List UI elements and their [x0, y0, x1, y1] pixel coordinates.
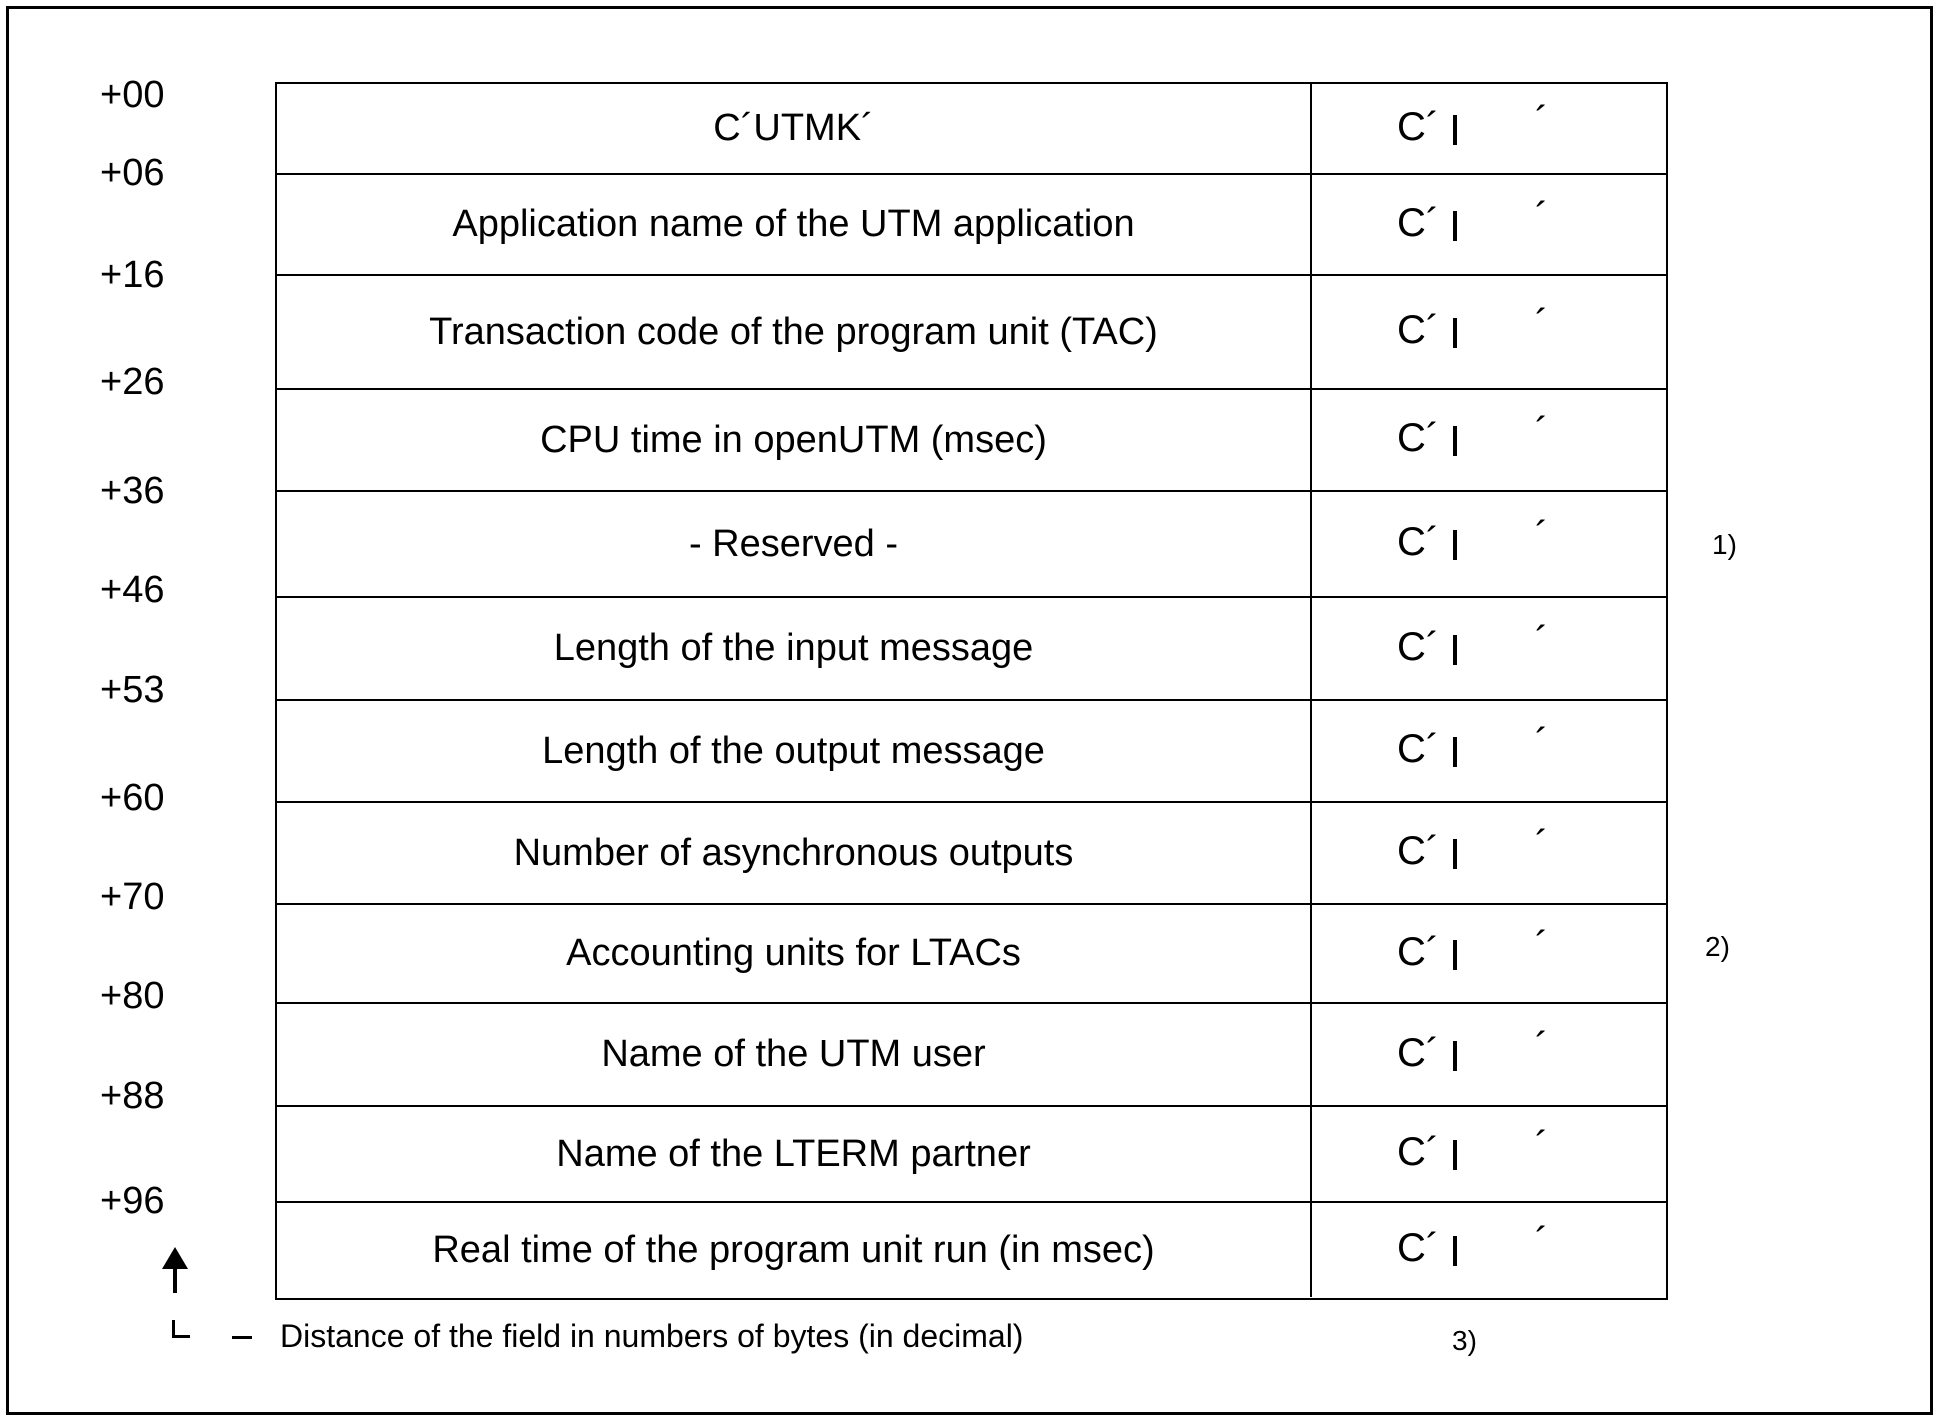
offset-label: +06 [100, 152, 165, 194]
table-row [277, 490, 1666, 596]
format-bar [1453, 211, 1457, 241]
format-prefix: C´ [1397, 929, 1440, 974]
table-row [277, 1201, 1666, 1297]
format-suffix: ´ [1535, 1024, 1549, 1069]
field-description: Name of the UTM user [277, 1004, 1312, 1105]
field-description: Number of asynchronous outputs [277, 803, 1312, 903]
format-bar [1453, 318, 1457, 348]
format-suffix: ´ [1535, 721, 1549, 765]
format-bar [1453, 737, 1457, 767]
format-prefix: C´ [1397, 104, 1440, 149]
footnote-marker: 3) [1452, 1325, 1477, 1356]
format-cell [1312, 1203, 1666, 1297]
format-prefix: C´ [1397, 1130, 1440, 1174]
offset-label: +80 [100, 975, 165, 1017]
table-row [277, 1002, 1666, 1105]
format-cell [1312, 175, 1666, 274]
table-row [277, 274, 1666, 388]
field-description: Accounting units for LTACs [277, 905, 1312, 1002]
format-cell [1312, 84, 1666, 173]
format-prefix: C´ [1397, 1030, 1440, 1075]
format-prefix: C´ [1397, 1226, 1440, 1270]
format-bar [1453, 115, 1457, 145]
format-suffix: ´ [1535, 194, 1549, 239]
offset-label: +96 [100, 1180, 165, 1222]
format-cell [1312, 1004, 1666, 1105]
field-description: Length of the input message [277, 598, 1312, 699]
offset-label: +26 [100, 361, 165, 403]
field-description: Transaction code of the program unit (TAC) [277, 276, 1312, 388]
format-prefix: C´ [1397, 727, 1440, 771]
format-suffix: ´ [1535, 923, 1549, 968]
format-suffix: ´ [1535, 1220, 1549, 1264]
table-row [277, 903, 1666, 1002]
format-bar [1453, 1140, 1457, 1170]
format-bar [1453, 1236, 1457, 1266]
format-prefix: C´ [1397, 520, 1440, 564]
format-cell [1312, 905, 1666, 1002]
record-table [275, 82, 1668, 1300]
format-suffix: ´ [1535, 410, 1549, 454]
format-bar [1453, 839, 1457, 869]
arrow-up-icon [160, 1247, 190, 1293]
format-cell [1312, 276, 1666, 388]
footnote-marker: 1) [1712, 529, 1737, 560]
format-bar [1453, 940, 1457, 970]
field-description: - Reserved - [277, 492, 1312, 596]
format-suffix: ´ [1535, 1124, 1549, 1168]
field-description: Application name of the UTM application [277, 175, 1312, 274]
table-row [277, 84, 1666, 173]
offset-label: +88 [100, 1075, 165, 1117]
field-description: Real time of the program unit run (in msec) [277, 1203, 1312, 1297]
format-cell [1312, 803, 1666, 903]
format-cell [1312, 1107, 1666, 1201]
dash-icon [232, 1336, 252, 1339]
format-cell [1312, 701, 1666, 801]
offset-label: +36 [100, 470, 165, 512]
field-description: Length of the output message [277, 701, 1312, 801]
distance-caption: Distance of the field in numbers of bytes (in decimal) [280, 1318, 1024, 1354]
format-prefix: C´ [1397, 416, 1440, 460]
offset-label: +70 [100, 876, 165, 918]
offset-label: +53 [100, 669, 165, 711]
format-suffix: ´ [1535, 618, 1549, 663]
offset-label: +46 [100, 569, 165, 611]
bracket-corner-icon [172, 1320, 190, 1338]
format-suffix: ´ [1535, 302, 1549, 346]
format-bar [1453, 530, 1457, 560]
format-prefix: C´ [1397, 200, 1440, 245]
footnote-marker: 2) [1705, 931, 1730, 962]
format-suffix: ´ [1535, 98, 1549, 143]
format-bar [1453, 1041, 1457, 1071]
field-description: C´UTMK´ [277, 84, 1312, 173]
offset-label: +16 [100, 254, 165, 296]
field-description: CPU time in openUTM (msec) [277, 390, 1312, 490]
format-bar [1453, 635, 1457, 665]
table-row [277, 801, 1666, 903]
format-suffix: ´ [1535, 514, 1549, 558]
format-prefix: C´ [1397, 829, 1440, 873]
format-cell [1312, 390, 1666, 490]
table-row [277, 699, 1666, 801]
table-row [277, 1105, 1666, 1201]
format-prefix: C´ [1397, 308, 1440, 352]
table-row [277, 388, 1666, 490]
field-description: Name of the LTERM partner [277, 1107, 1312, 1201]
table-row [277, 173, 1666, 274]
format-prefix: C´ [1397, 624, 1440, 669]
table-row [277, 596, 1666, 699]
format-cell [1312, 492, 1666, 596]
format-suffix: ´ [1535, 823, 1549, 867]
offset-label: +60 [100, 777, 165, 819]
offset-label: +00 [100, 74, 165, 116]
format-cell [1312, 598, 1666, 699]
format-bar [1453, 426, 1457, 456]
